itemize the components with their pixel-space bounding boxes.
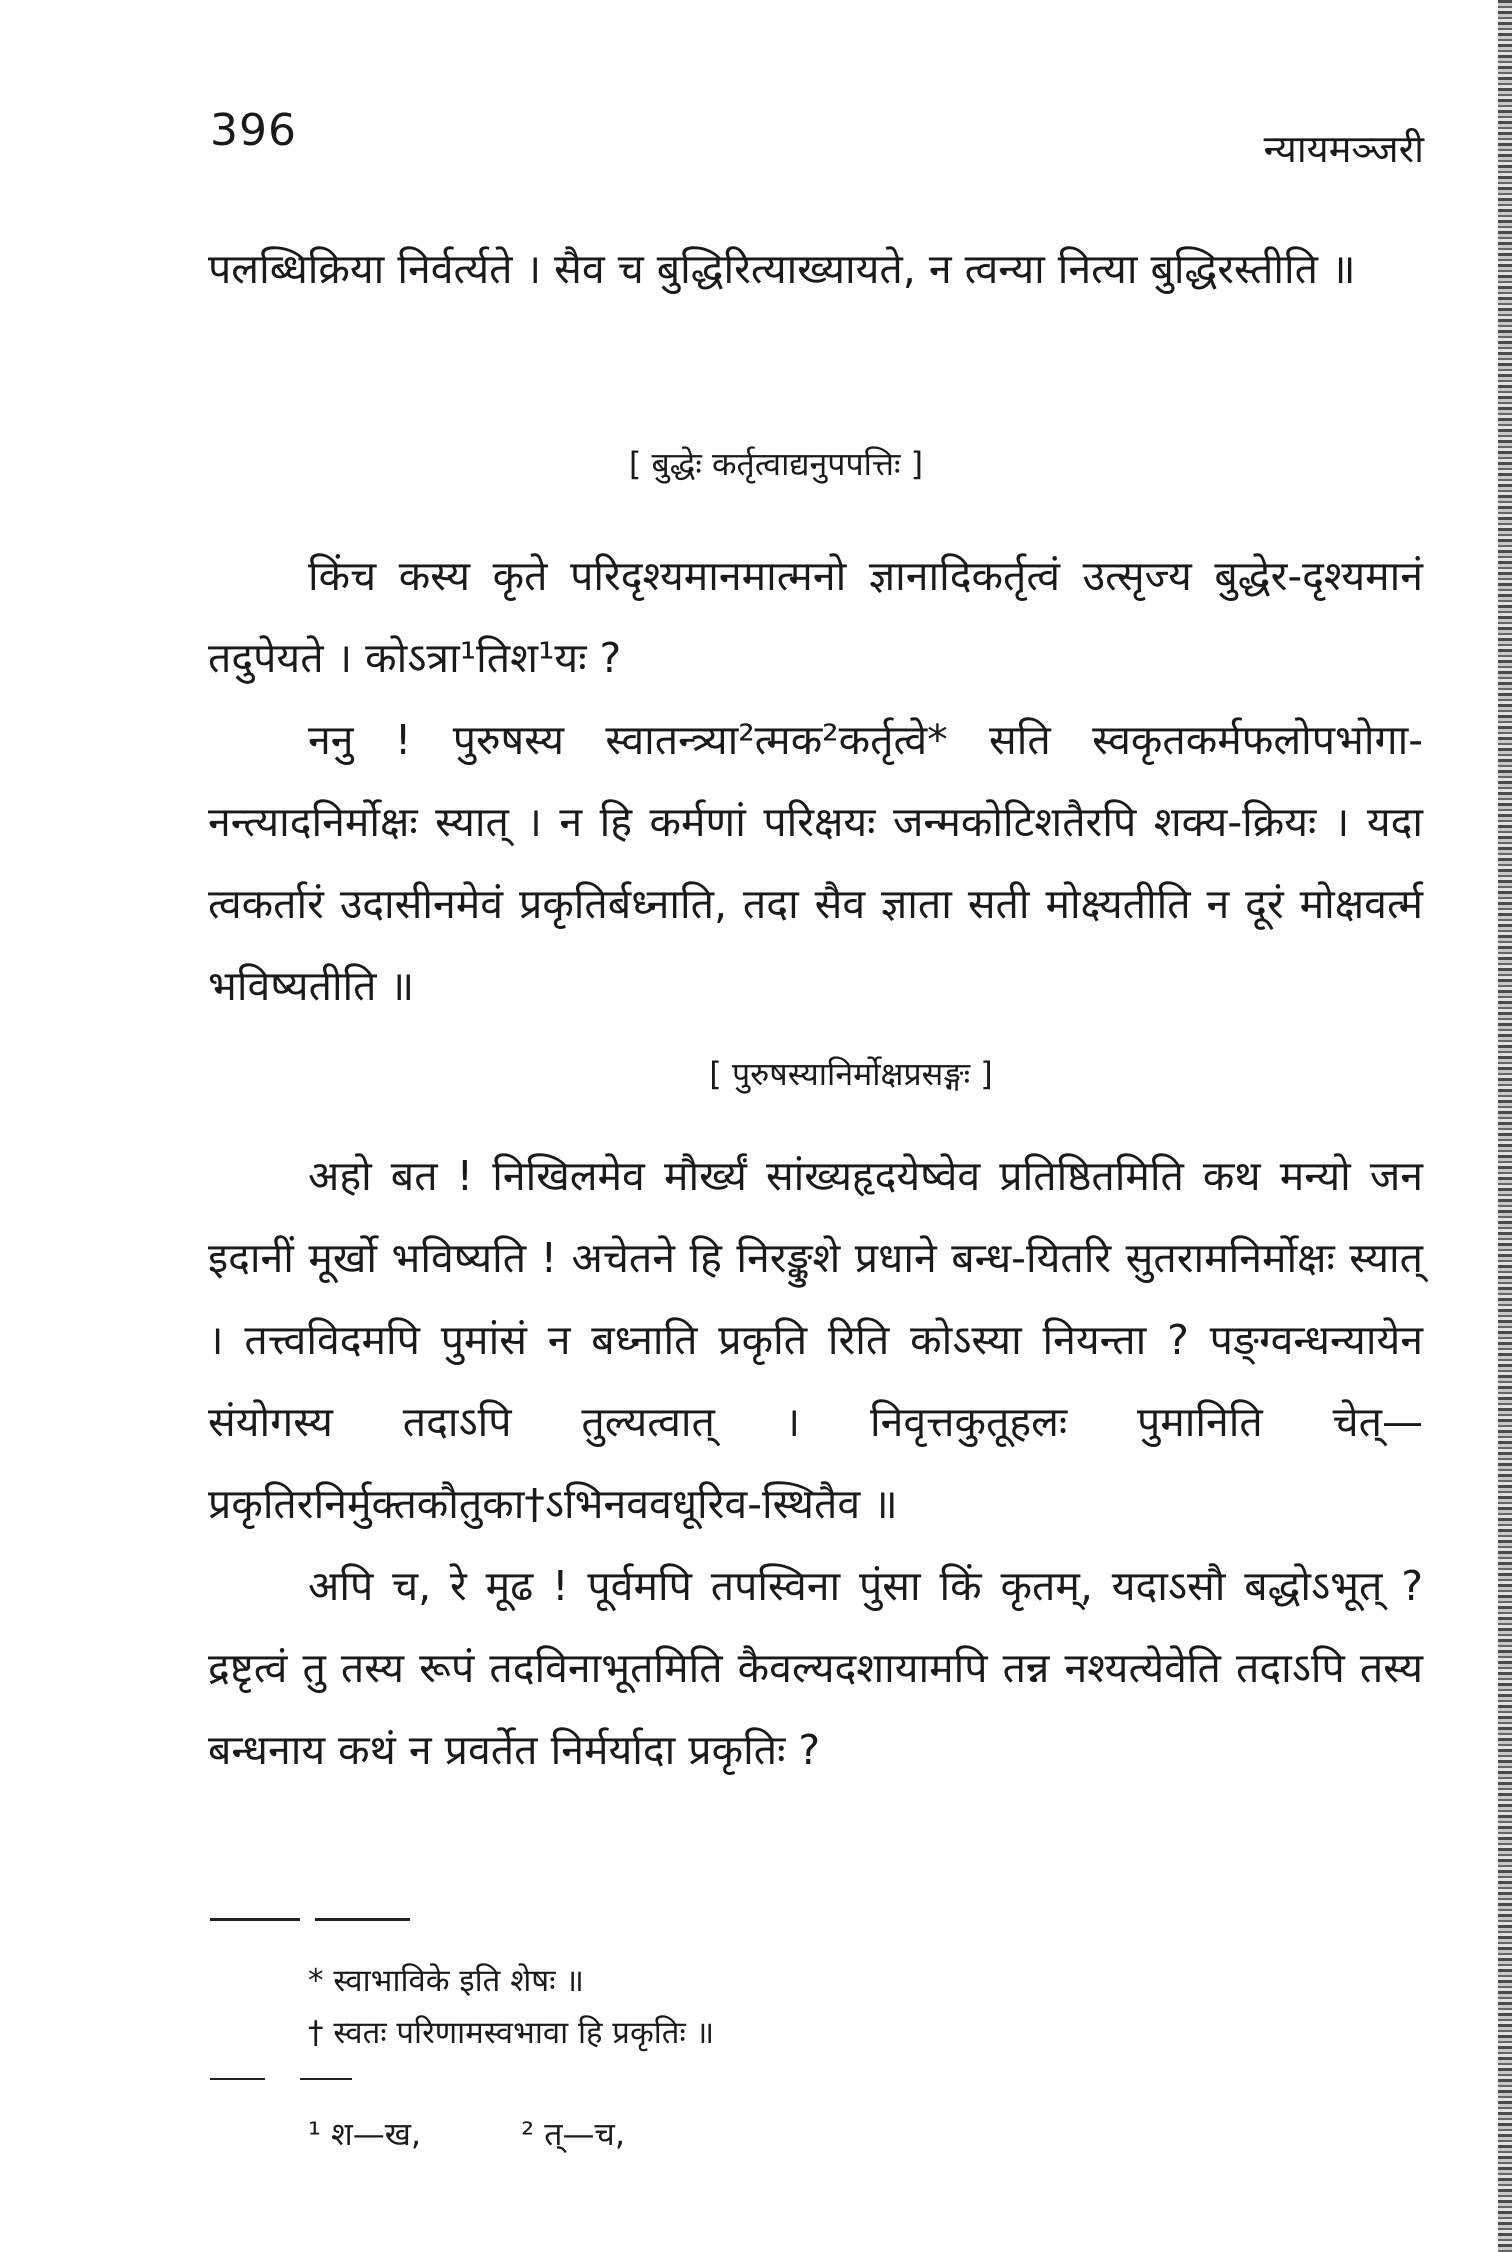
paragraph: किंच कस्य कृते परिदृश्यमानमात्मनो ज्ञानादिकर्तृत्वं उत्सृज्य बुद्धेर-दृश्यमानं तदुपेयते । कोऽत्रा¹तिश¹यः ? xyxy=(208,552,1423,682)
page-number: 396 xyxy=(210,105,297,156)
section-heading-buddhi: [ बुद्धेः कर्तृत्वाद्यनुपपत्तिः ] xyxy=(628,445,924,483)
variant-reading: ² त्—च, xyxy=(521,2115,626,2153)
variant-reading: ¹ श—ख, xyxy=(308,2115,422,2153)
running-head: न्यायमञ्जरी xyxy=(1263,127,1424,171)
paragraph: अहो बत ! निखिलमेव मौर्ख्यं सांख्यहृदयेष्वेव प्रतिष्ठितमिति कथ मन्यो जन इदानीं मूर्खो भविष्यति ! अचेतने हि निरङ्कुशे प्रधाने बन्ध-यितरि सुतरामनिर्मोक्षः स्यात् । तत्त्वविदमपि पुमांसं न बध्नाति प्रकृति रिति कोऽस्या नियन्ता ? पङ्ग्वन्धन्यायेन संयोगस्य तदाऽपि तुल्यत्वात् । निवृत्तकुतूहलः पुमानिति चेत्—प्रकृतिरनिर्मुक्तकौतुका†ऽभिनववधूरिव-स्थितैव ॥ xyxy=(208,1152,1423,1528)
footnote-rule xyxy=(210,1918,300,1921)
page-edge-shadow xyxy=(1498,0,1512,2252)
footnote-rule xyxy=(315,1918,410,1921)
footnote: † स्वतः परिणामस्वभावा हि प्रकृतिः ॥ xyxy=(308,2015,715,2051)
footnotes xyxy=(308,1955,714,2059)
paragraph: अपि च, रे मूढ ! पूर्वमपि तपस्विना पुंसा किं कृतम्, यदाऽसौ बद्धोऽभूत् ? द्रष्टृत्वं तु तस्य रूपं तदविनाभूतमिति कैवल्यदशायामपि तन्न नश्यत्येवेति तदाऽपि तस्य बन्धनाय कथं न प्रवर्तेत निर्मर्यादा प्रकृतिः ? xyxy=(208,1562,1423,1774)
paragraph: पलब्धिक्रिया निर्वर्त्यते । सैव च बुद्धिरित्याख्यायते, न त्वन्या नित्या बुद्धिरस्तीति ॥ xyxy=(208,245,1356,293)
section-heading-purusha: [ पुरुषस्यानिर्मोक्षप्रसङ्गः ] xyxy=(709,1055,993,1093)
paragraph-continuation xyxy=(208,228,1423,310)
variants-rule xyxy=(210,2078,265,2080)
section-2-body xyxy=(208,1135,1423,1791)
footnote: * स्वाभाविके इति शेषः ॥ xyxy=(308,1963,584,1999)
variant-readings xyxy=(308,2112,715,2155)
paragraph: ननु ! पुरुषस्य स्वातन्त्र्या²त्मक²कर्तृत्वे* सति स्वकृतकर्मफलोपभोगा-नन्त्यादनिर्मोक्षः स्यात् । न हि कर्मणां परिक्षयः जन्मकोटिशतैरपि शक्य-क्रियः । यदा त्वकर्तारं उदासीनमेवं प्रकृतिर्बध्नाति, तदा सैव ज्ञाता सती मोक्ष्यतीति न दूरं मोक्षवर्त्म भविष्यतीति ॥ xyxy=(208,716,1423,1010)
section-1-body xyxy=(208,535,1423,1027)
variants-rule xyxy=(300,2078,352,2080)
